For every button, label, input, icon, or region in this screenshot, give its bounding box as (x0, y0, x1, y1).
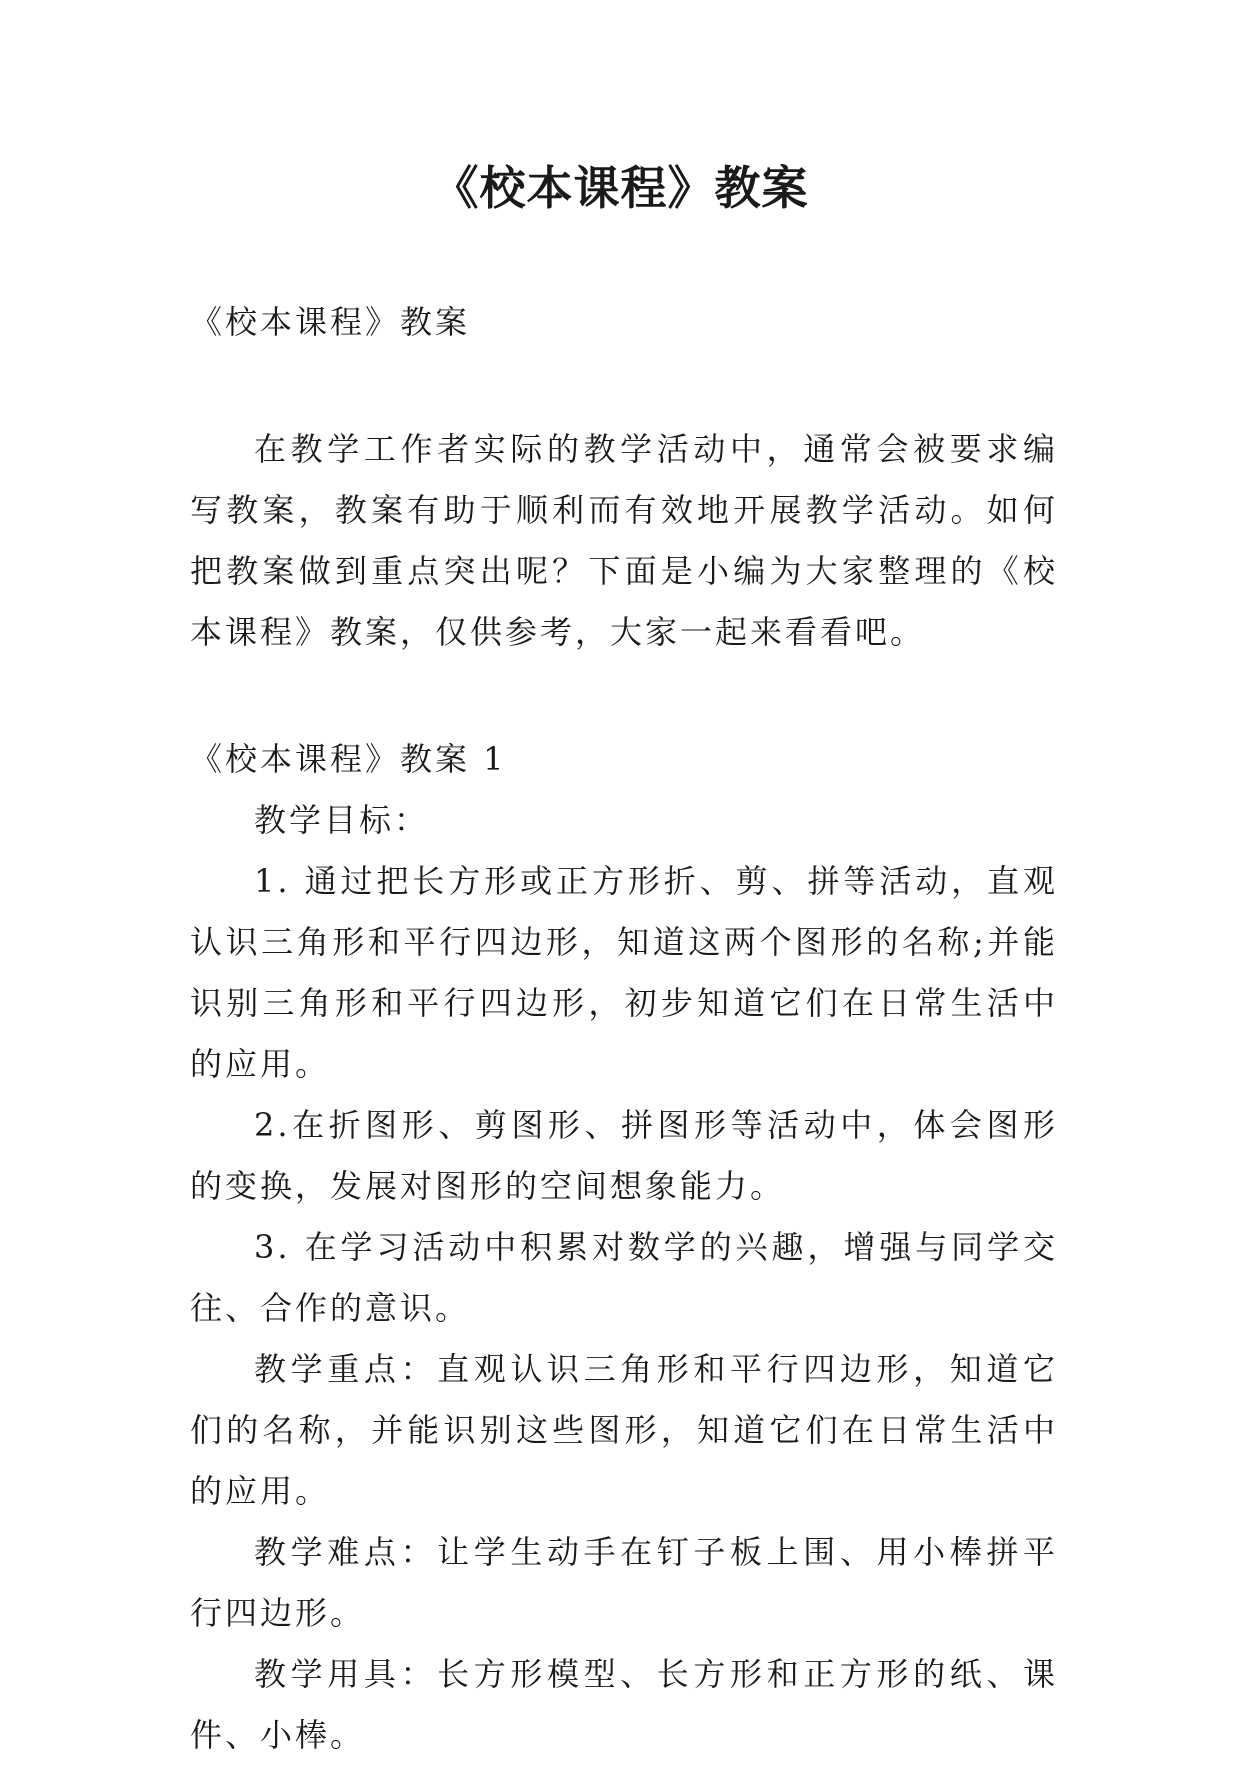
document-subtitle: 《校本课程》教案 (190, 303, 471, 341)
key-point-paragraph: 教学重点：直观认识三角形和平行四边形，知道它们的名称，并能识别这些图形，知道它们在日常生活中的应用。 (190, 1350, 1058, 1510)
document-title: 《校本课程》教案 (432, 161, 809, 215)
intro-paragraph: 在教学工作者实际的教学活动中，通常会被要求编写教案，教案有助于顺利而有效地开展教学活动。如何把教案做到重点突出呢？下面是小编为大家整理的《校本课程》教案，仅供参考，大家一起来看看吧。 (190, 430, 1058, 651)
difficulty-paragraph: 教学难点：让学生动手在钉子板上围、用小棒拼平行四边形。 (190, 1533, 1058, 1632)
goal-item-2: 2.在折图形、剪图形、拼图形等活动中，体会图形的变换，发展对图形的空间想象能力。 (190, 1106, 1058, 1205)
goal-item-1: 1. 通过把长方形或正方形折、剪、拼等活动，直观认识三角形和平行四边形，知道这两个图形的名称;并能识别三角形和平行四边形，初步知道它们在日常生活中的应用。 (190, 862, 1058, 1083)
section-heading: 《校本课程》教案 1 (190, 740, 507, 778)
goals-label: 教学目标： (254, 801, 430, 839)
materials-paragraph: 教学用具：长方形模型、长方形和正方形的纸、课件、小棒。 (190, 1655, 1058, 1754)
goal-item-3: 3. 在学习活动中积累对数学的兴趣，增强与同学交往、合作的意识。 (190, 1228, 1058, 1327)
document-body (190, 292, 1058, 1766)
